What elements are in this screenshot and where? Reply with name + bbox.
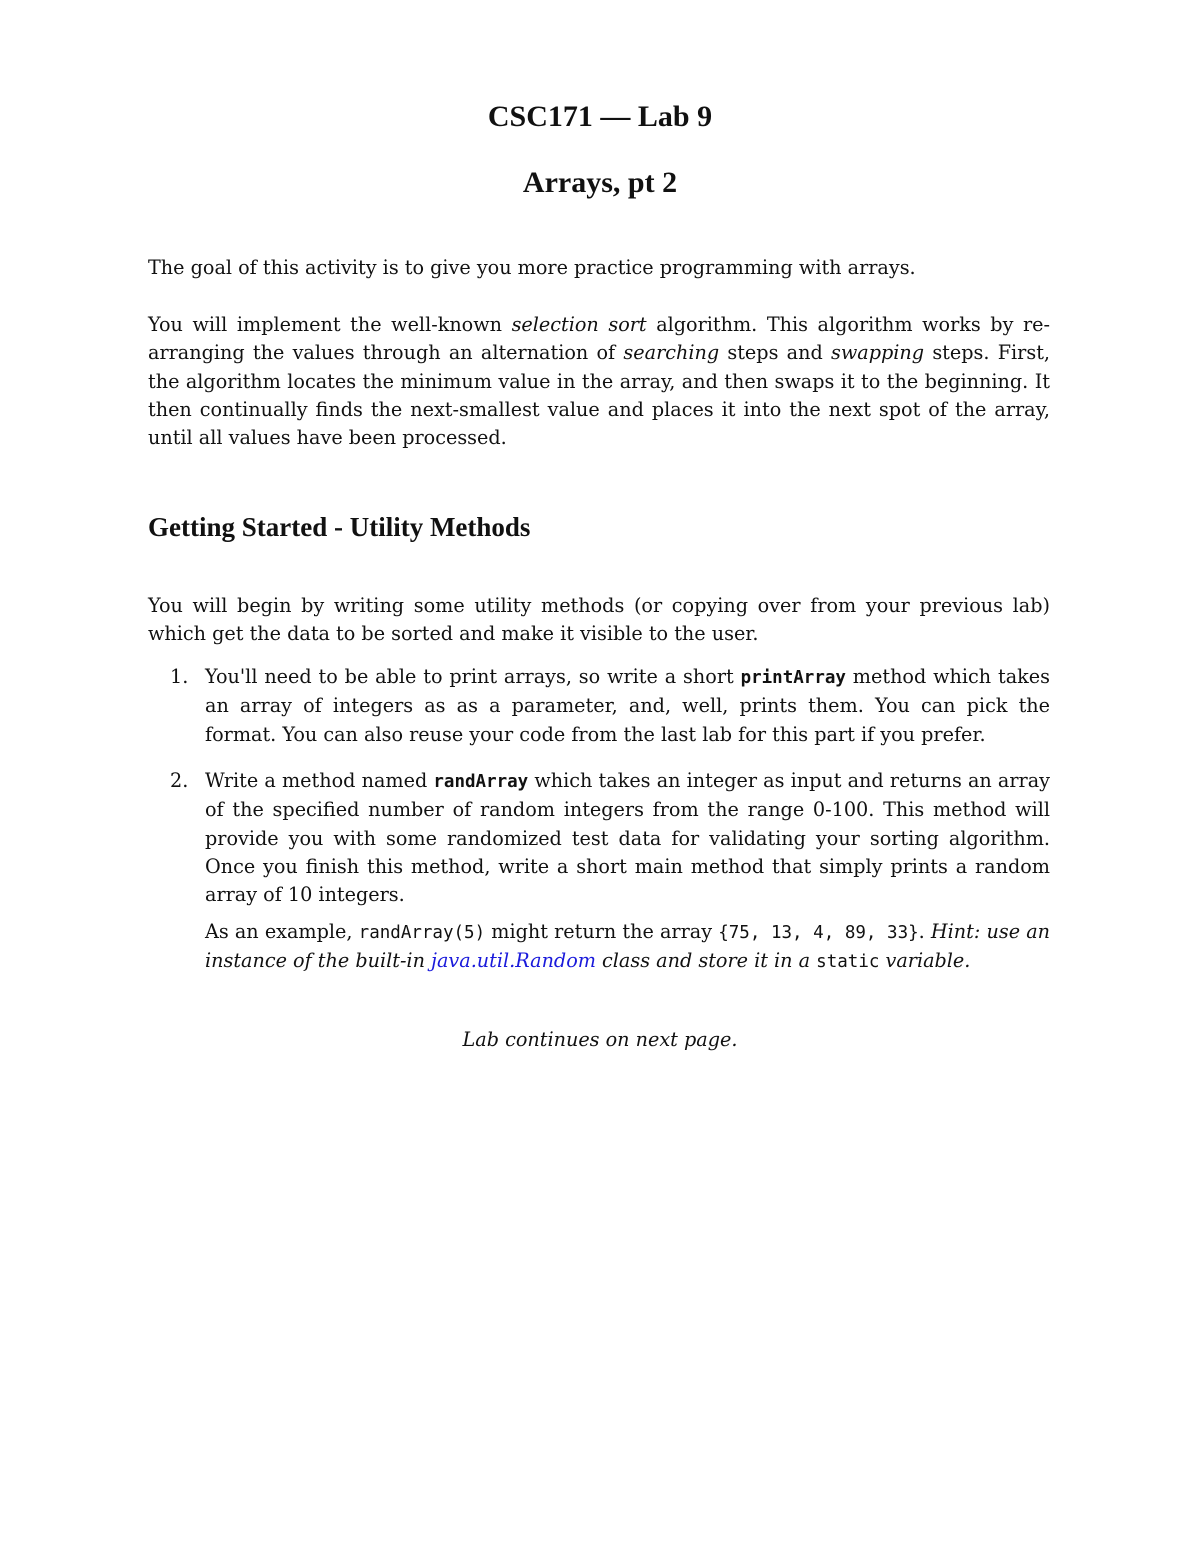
list-item bbox=[205, 767, 1050, 909]
example-text: As an example, bbox=[205, 920, 359, 943]
example-paragraph bbox=[205, 918, 1050, 977]
list-item-text: You'll need to be able to print arrays, so write a short bbox=[205, 665, 741, 688]
example-text: . bbox=[918, 920, 931, 943]
list-item-text: which takes an integer as input and returns an array of the specified number of random integers from the range 0-100. This method will provide you with some randomized test data for validating your sorting algorithm. Once you finish this method, write a short main method that simply prints a random array of 10 integers. bbox=[205, 769, 1051, 907]
desc-text-1: You will implement the well-known bbox=[148, 313, 512, 336]
hint-text: Hint: use an instance of the built-in bbox=[205, 920, 1051, 973]
code-printArray: printArray bbox=[740, 668, 846, 688]
desc-text-4: steps. First, the algorithm locates the minimum value in the array, and then swaps it to the beginning. It then continually finds the next-smallest value and places it into the next spot of the array, until all values have been processed. bbox=[148, 341, 1051, 450]
code-array-literal: {75, 13, 4, 89, 33} bbox=[718, 923, 919, 943]
list-item-number: 2. bbox=[170, 769, 189, 792]
description-paragraph bbox=[148, 311, 1050, 452]
footer-note: Lab continues on next page. bbox=[462, 1028, 738, 1051]
example-text: might return the array bbox=[485, 920, 719, 943]
java-util-random-link[interactable]: java.util.Random bbox=[431, 949, 596, 973]
list-item bbox=[205, 663, 1050, 749]
intro-paragraph: The goal of this activity is to give you more practice programming with arrays. bbox=[148, 256, 916, 279]
lab-title: CSC171 — Lab 9 bbox=[487, 100, 713, 133]
list-item-text: method which takes an array of integers as as a parameter, and, well, prints them. You can pick the format. You can also reuse your code from the last lab for this part if you prefer. bbox=[205, 665, 1050, 746]
desc-em-searching: searching bbox=[623, 341, 720, 365]
lab-subtitle: Arrays, pt 2 bbox=[522, 166, 678, 199]
list-item-number: 1. bbox=[170, 665, 189, 688]
code-static: static bbox=[816, 952, 880, 973]
hint-text: variable. bbox=[879, 949, 971, 973]
desc-text-2: algorithm. This algorithm works by re-arranging the values through an alternation of bbox=[148, 313, 1050, 365]
code-randArray: randArray bbox=[433, 772, 529, 792]
section-heading: Getting Started - Utility Methods bbox=[148, 512, 531, 542]
hint-text: class and store it in a bbox=[595, 949, 817, 973]
list-item-text: Write a method named bbox=[205, 769, 434, 792]
code-randArray-call: randArray(5) bbox=[358, 923, 486, 943]
desc-em-swapping: swapping bbox=[831, 341, 925, 365]
desc-em-selection-sort: selection sort bbox=[511, 313, 647, 336]
desc-text-3: steps and bbox=[719, 341, 832, 365]
section-intro: You will begin by writing some utility methods (or copying over from your previous lab) which get the data to be sorted and make it visible to the user. bbox=[148, 594, 1050, 646]
